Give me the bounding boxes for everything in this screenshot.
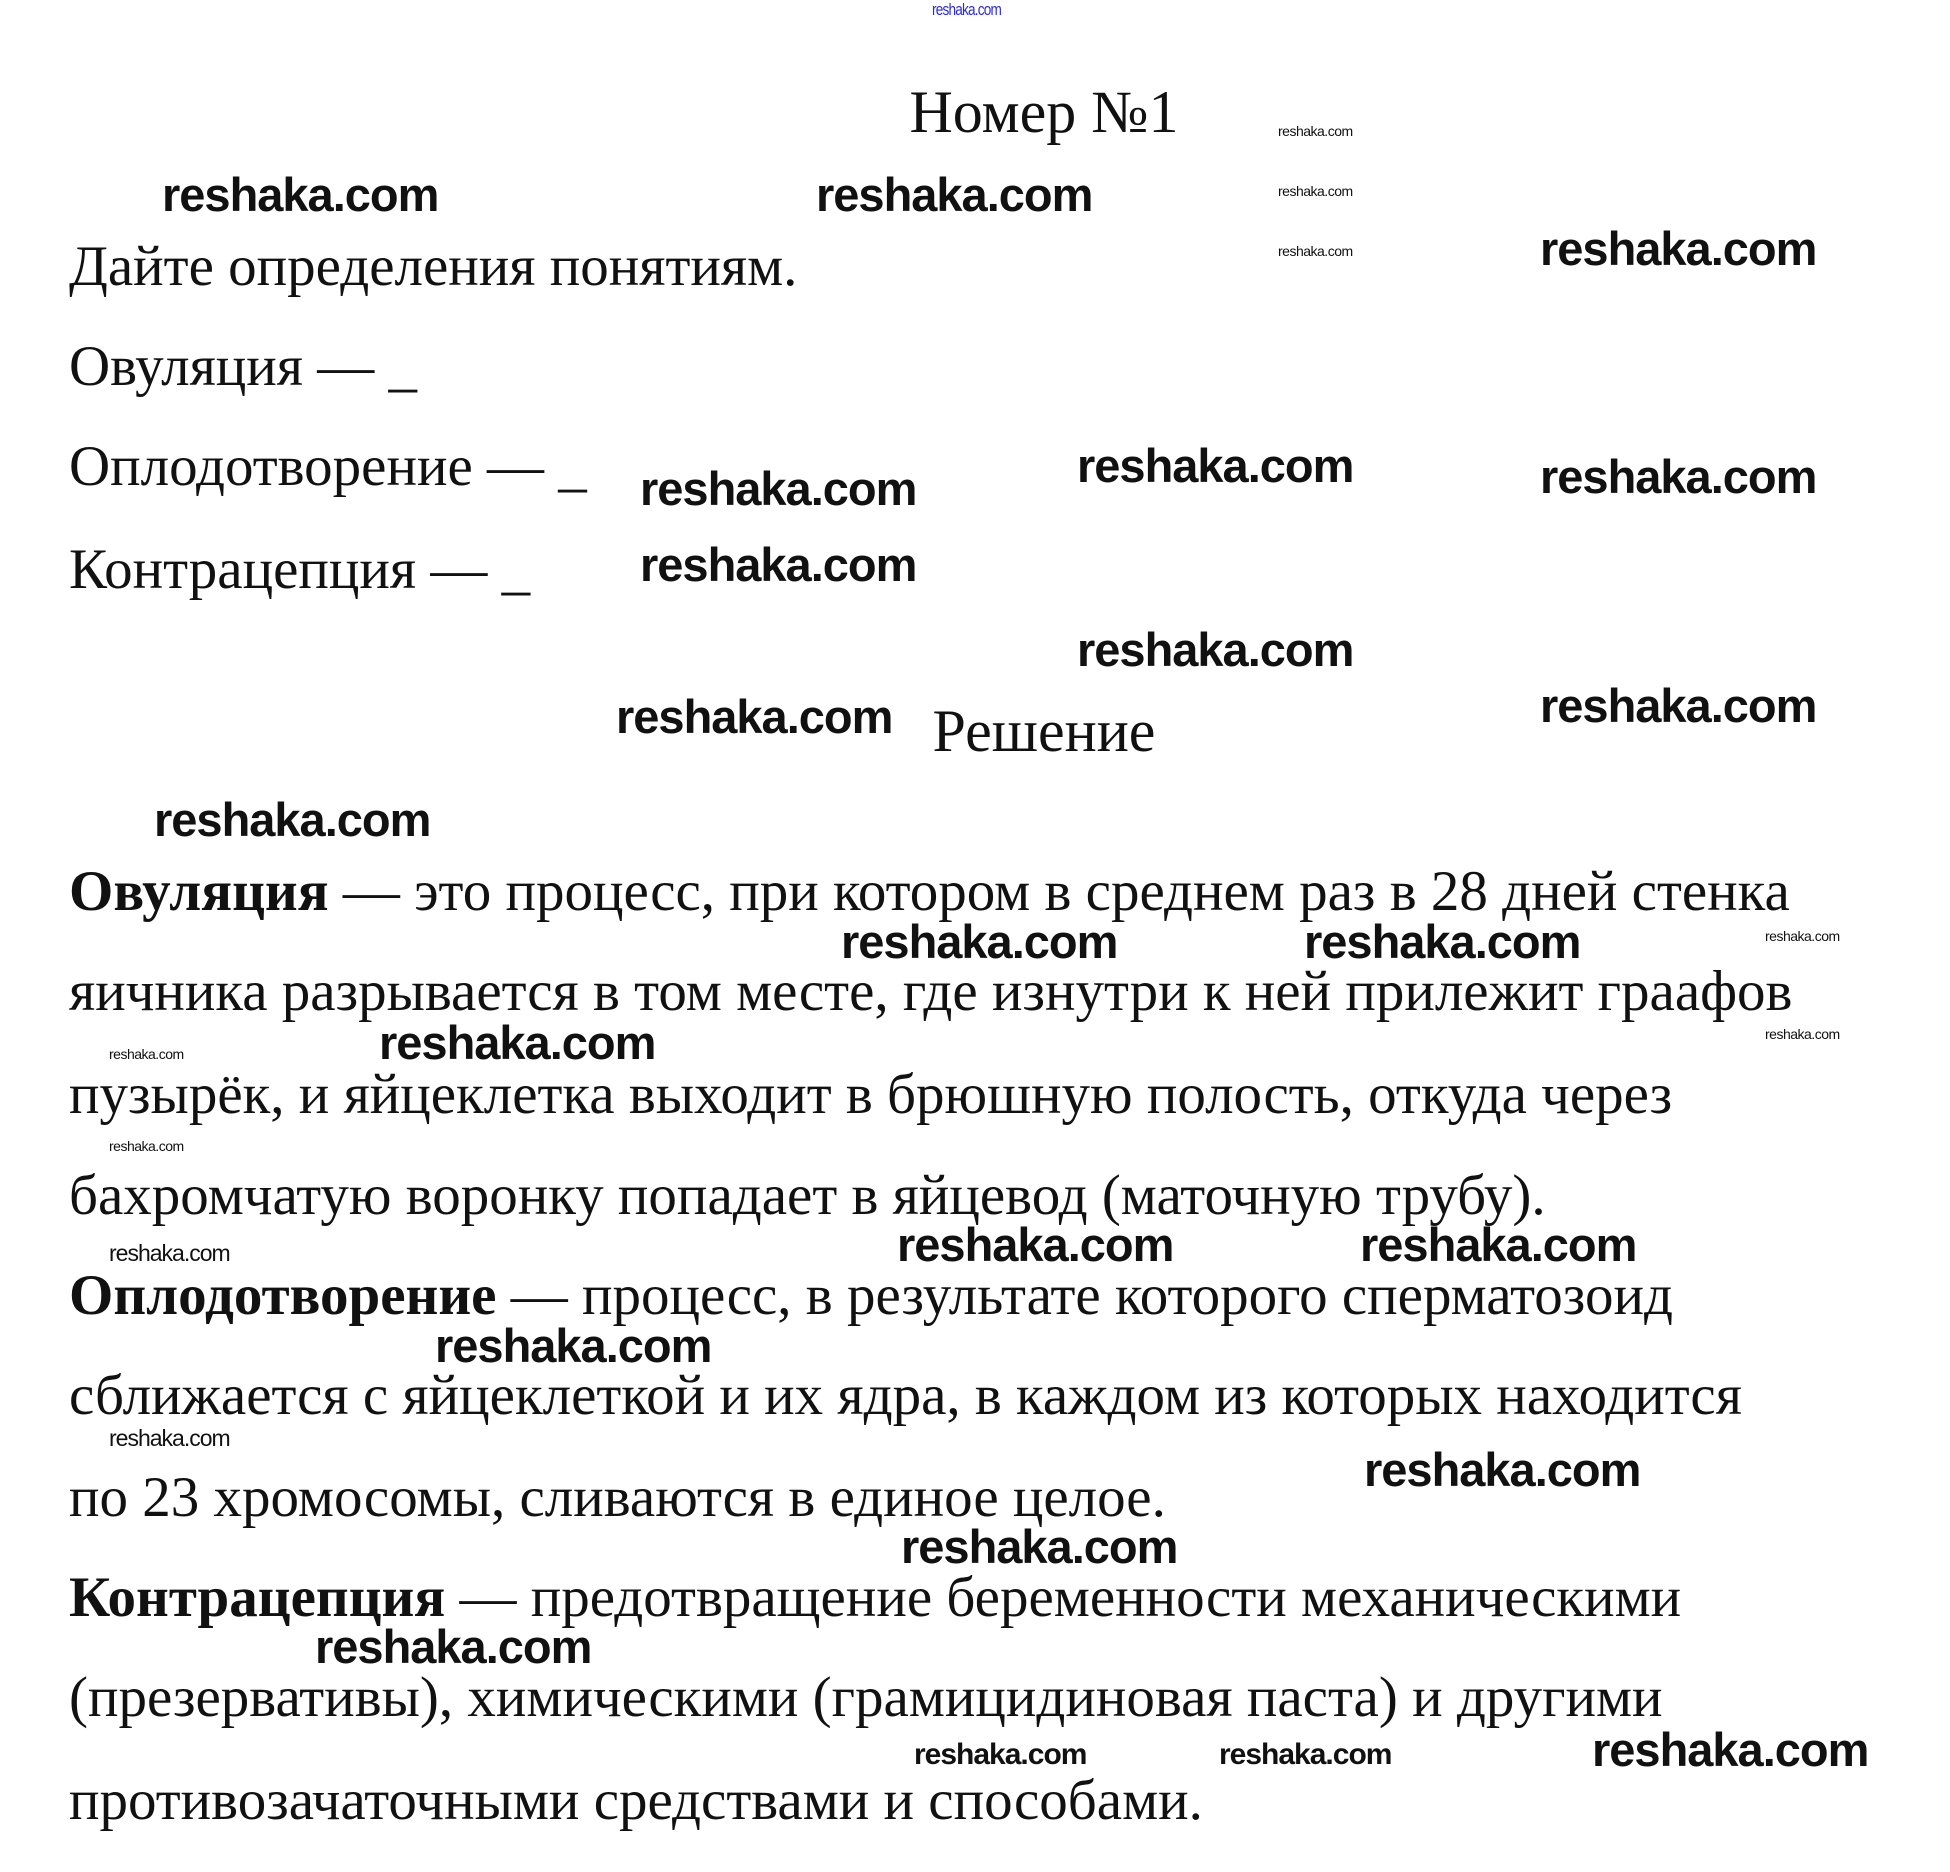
definition-text: — предотвращение беременности механическими [445, 1566, 1682, 1629]
solution-heading: Решение [932, 698, 1156, 764]
definition-line: пузырёк, и яйцеклетка выходит в брюшную полость, откуда через [69, 1063, 1673, 1126]
definition-line: сближается с яйцеклеткой и их ядра, в каждом из которых находится [69, 1364, 1742, 1427]
watermark: reshaka.com [1360, 1218, 1637, 1271]
watermark: reshaka.com [435, 1319, 712, 1372]
watermark: reshaka.com [1540, 679, 1817, 732]
watermark: reshaka.com [109, 1138, 184, 1154]
watermark: reshaka.com [1077, 439, 1354, 492]
watermark: reshaka.com [315, 1620, 592, 1673]
watermark: reshaka.com [109, 1046, 184, 1062]
definition-text: — это процесс, при котором в среднем раз в 28 дней стенка [328, 860, 1790, 923]
page-title: Номер №1 [909, 79, 1179, 145]
definition-line [69, 1264, 1673, 1327]
watermark: reshaka.com [1540, 450, 1817, 503]
watermark: reshaka.com [1765, 928, 1840, 944]
definition-line: яичника разрывается в том месте, где изнутри к ней прилежит граафов [69, 960, 1793, 1023]
watermark: reshaka.com [914, 1738, 1087, 1771]
watermark: reshaka.com [1540, 222, 1817, 275]
task-item-fertilization: Оплодотворение — _ [69, 435, 587, 498]
term: Контрацепция [69, 1566, 446, 1629]
watermark: reshaka.com [379, 1016, 656, 1069]
watermark: reshaka.com [816, 168, 1093, 221]
watermark: reshaka.com [1219, 1738, 1392, 1771]
definition-text: — процесс, в результате которого сперматозоид [496, 1264, 1673, 1327]
watermark: reshaka.com [162, 168, 439, 221]
watermark: reshaka.com [897, 1218, 1174, 1271]
watermark: reshaka.com [1304, 915, 1581, 968]
watermark: reshaka.com [640, 538, 917, 591]
task-item-contraception: Контрацепция — _ [69, 538, 531, 601]
watermark: reshaka.com [1278, 243, 1353, 259]
watermark: reshaka.com [1364, 1443, 1641, 1496]
task-prompt: Дайте определения понятиям. [69, 235, 798, 298]
watermark: reshaka.com [640, 462, 917, 515]
watermark: reshaka.com [1077, 623, 1354, 676]
watermark: reshaka.com [109, 1240, 230, 1266]
definition-line: противозачаточными средствами и способами. [69, 1769, 1203, 1832]
watermark: reshaka.com [154, 793, 431, 846]
definition-line [69, 1566, 1682, 1629]
watermark: reshaka.com [1592, 1723, 1869, 1776]
watermark: reshaka.com [901, 1520, 1178, 1573]
watermark: reshaka.com [1278, 183, 1353, 199]
term: Овуляция [69, 860, 329, 923]
watermark: reshaka.com [109, 1425, 230, 1451]
definition-line: (презервативы), химическими (грамицидиновая паста) и другими [69, 1666, 1663, 1729]
definition-line [69, 860, 1790, 923]
watermark: reshaka.com [841, 915, 1118, 968]
task-item-ovulation: Овуляция — _ [69, 335, 418, 398]
watermark: reshaka.com [616, 690, 893, 743]
watermark: reshaka.com [932, 0, 1002, 19]
term: Оплодотворение [69, 1264, 497, 1327]
definition-line: по 23 хромосомы, сливаются в единое целое. [69, 1466, 1166, 1529]
watermark: reshaka.com [1278, 123, 1353, 139]
definition-line: бахромчатую воронку попадает в яйцевод (маточную трубу). [69, 1164, 1546, 1227]
watermark: reshaka.com [1765, 1026, 1840, 1042]
